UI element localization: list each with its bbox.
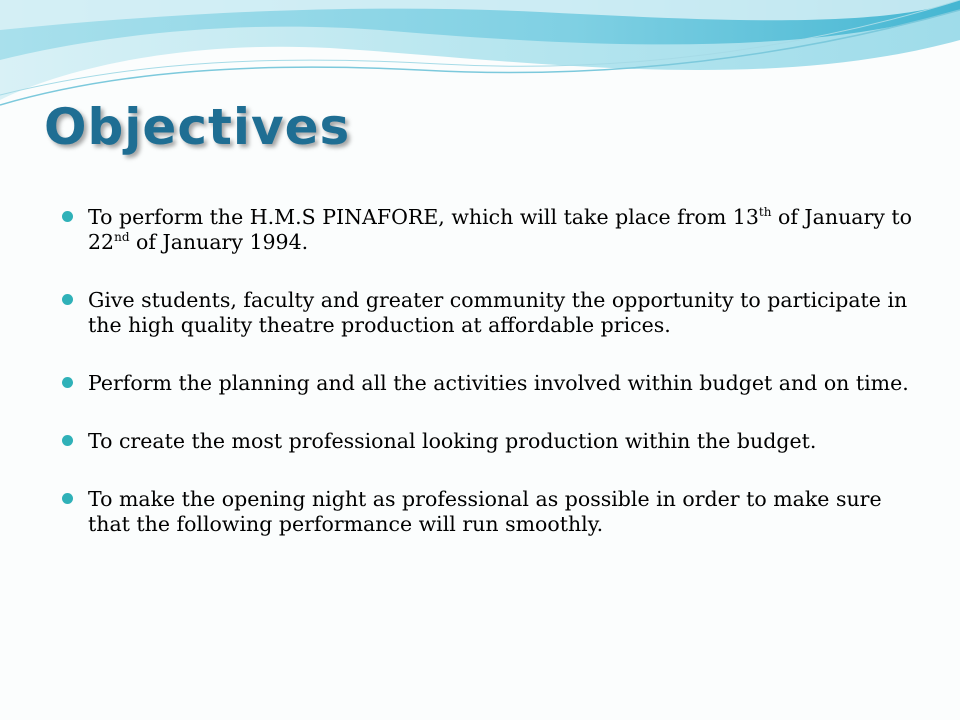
bullet-text: To perform the H.M.S PINAFORE, which will take place from 13th of January to 22nd of January 1994. — [88, 205, 912, 254]
bullet-item — [62, 205, 922, 255]
bullet-item — [62, 371, 922, 396]
bullet-dot-icon — [62, 493, 73, 504]
bullet-dot-icon — [62, 435, 73, 446]
bullet-list — [62, 205, 922, 570]
slide-title: Objectives — [44, 98, 351, 156]
bullet-dot-icon — [62, 211, 73, 222]
bullet-text: To create the most professional looking production within the budget. — [88, 429, 817, 453]
bullet-dot-icon — [62, 377, 73, 388]
bullet-dot-icon — [62, 294, 73, 305]
bullet-item — [62, 288, 922, 338]
bullet-text: To make the opening night as professional as possible in order to make sure that the following performance will run smoothly. — [88, 487, 882, 536]
bullet-text: Give students, faculty and greater community the opportunity to participate in the high quality theatre production at affordable prices. — [88, 288, 908, 337]
bullet-item — [62, 429, 922, 454]
bullet-text: Perform the planning and all the activities involved within budget and on time. — [88, 371, 909, 395]
bullet-item — [62, 487, 922, 537]
